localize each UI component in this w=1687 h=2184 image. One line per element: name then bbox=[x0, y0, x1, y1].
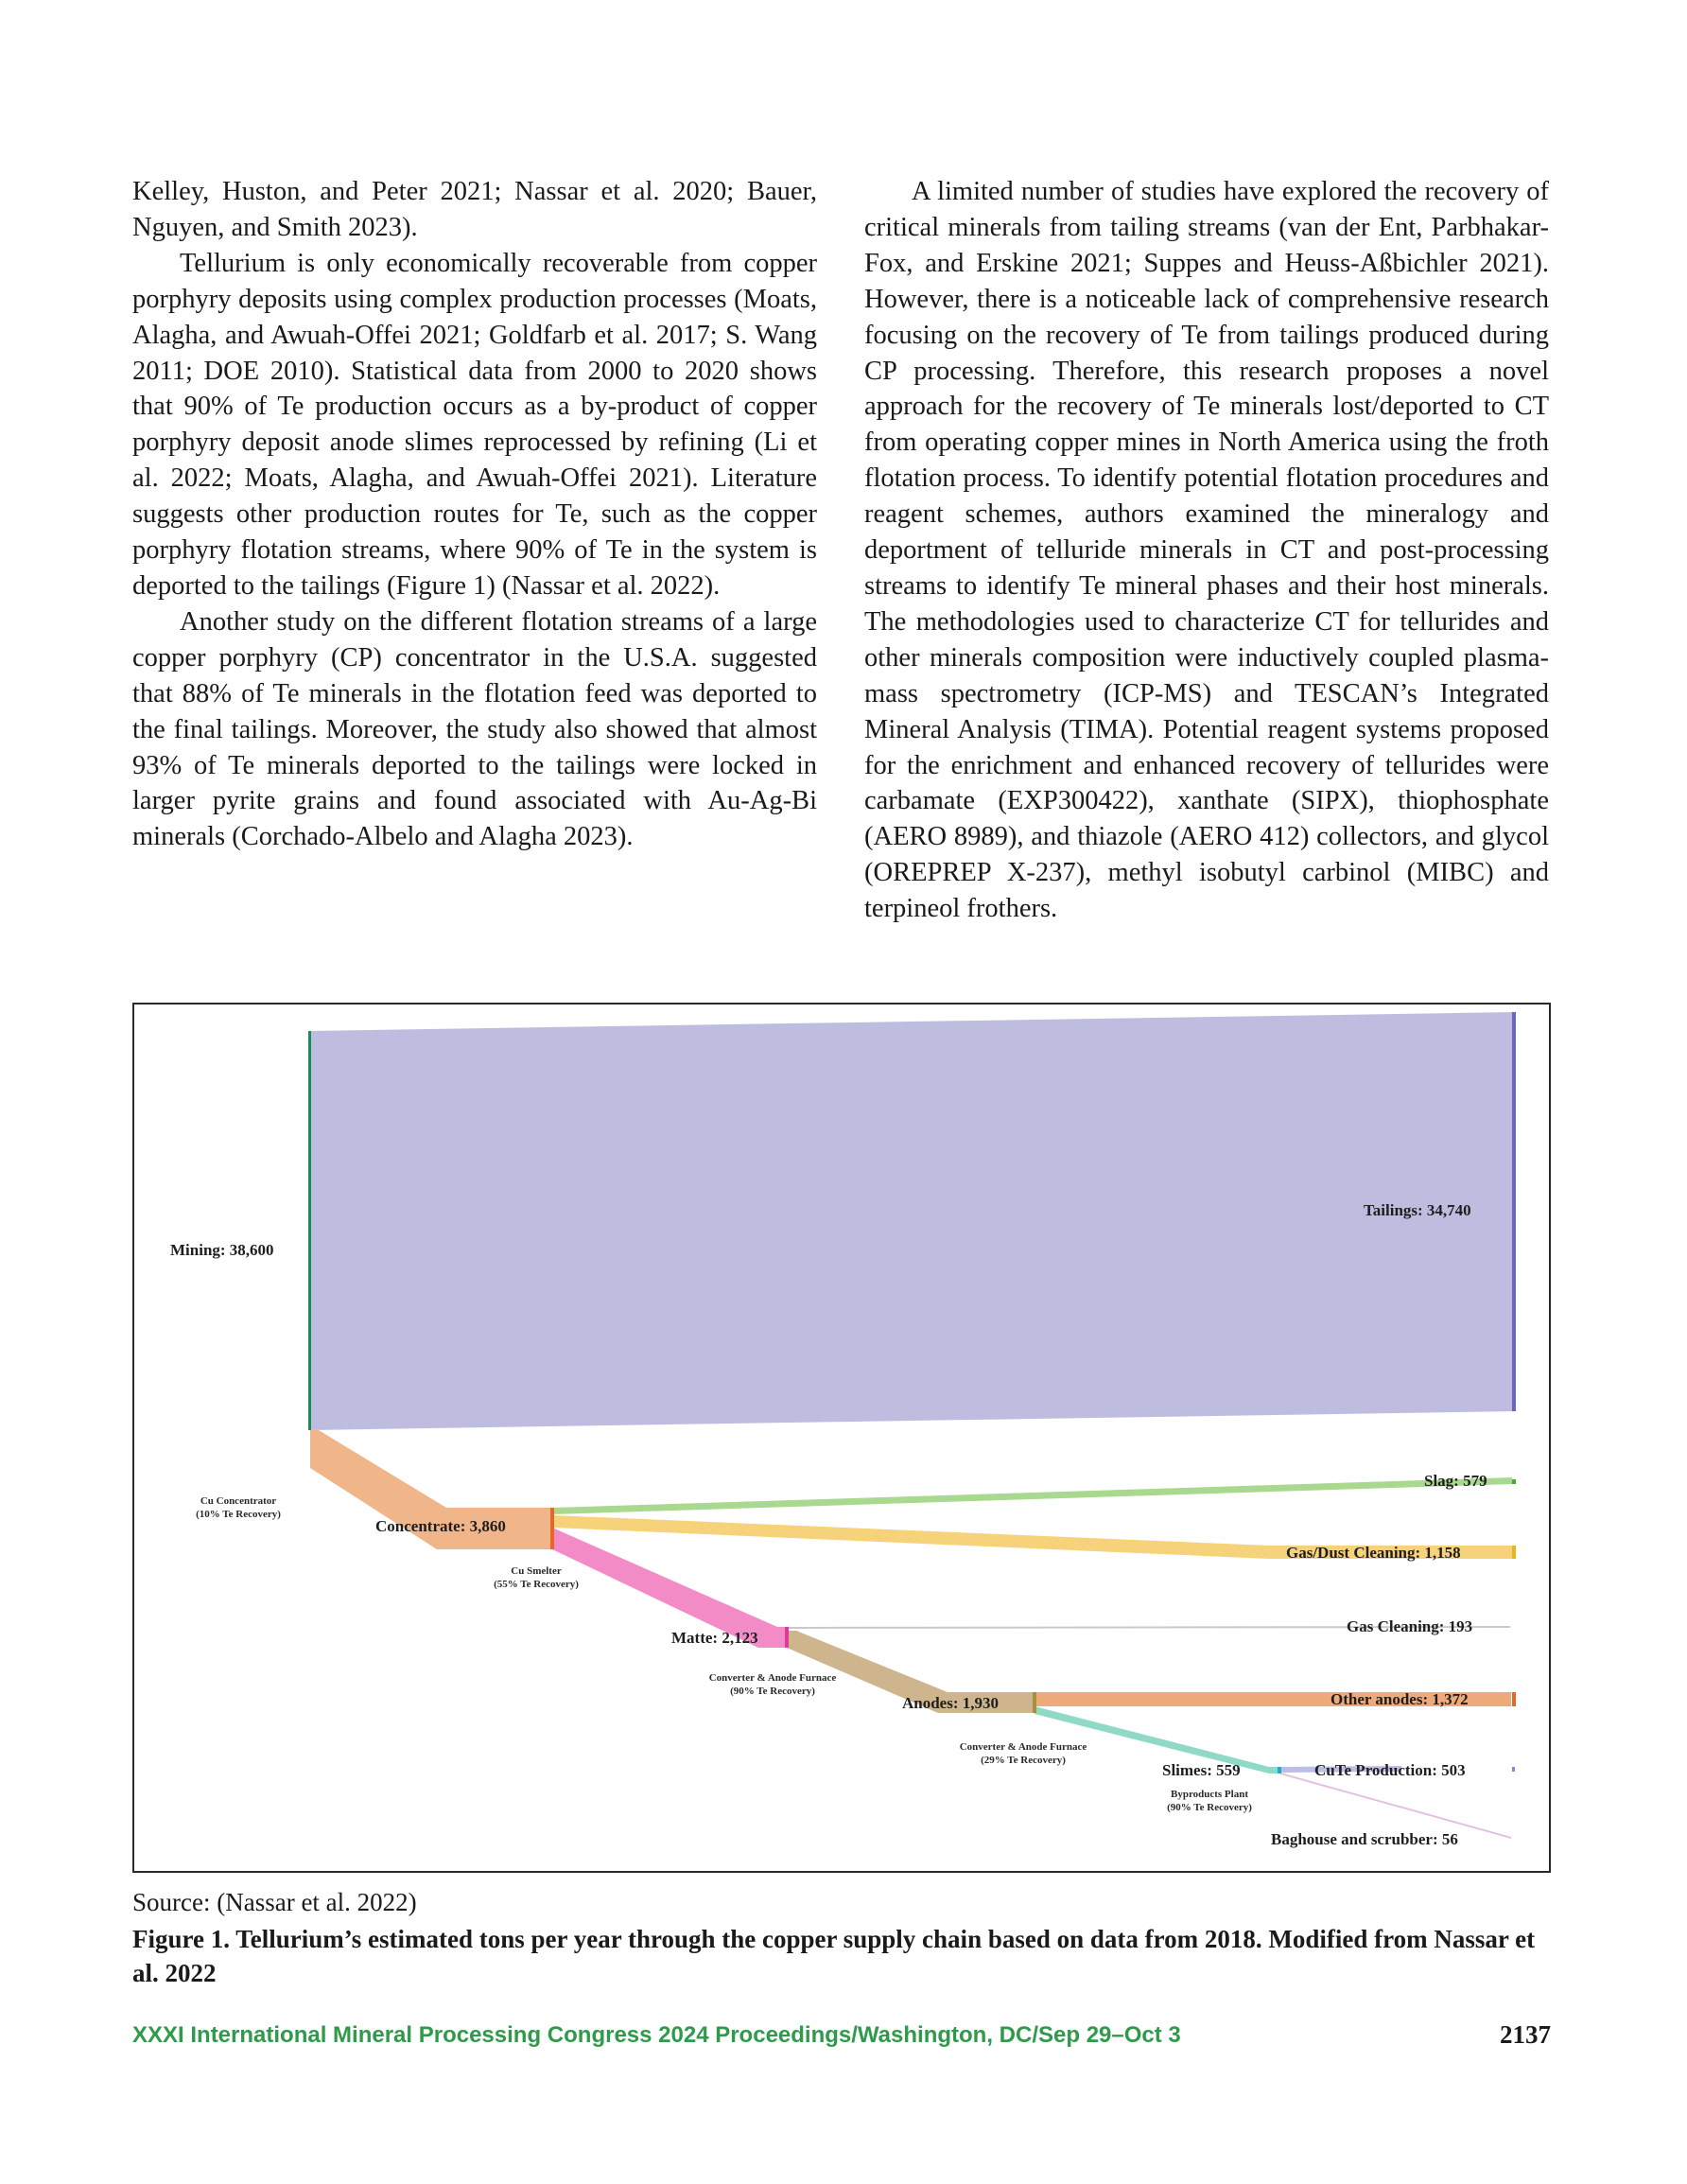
figure-caption: Figure 1. Tellurium’s estimated tons per year through the copper supply chain based on data from 2018. Modified from Nassar et al. 2022 bbox=[132, 1925, 1536, 1987]
stage-converter-1: Converter & Anode Furnace bbox=[708, 1672, 837, 1684]
label-slimes: Slimes: 559 bbox=[1162, 1761, 1241, 1779]
node-otheranodes-bar bbox=[1512, 1692, 1516, 1706]
node-concentrate-bar bbox=[550, 1508, 554, 1549]
node-slimes-bar bbox=[1278, 1767, 1281, 1773]
label-gascleaning: Gas Cleaning: 193 bbox=[1347, 1617, 1473, 1635]
figure-source: Source: (Nassar et al. 2022) bbox=[132, 1888, 417, 1916]
label-matte: Matte: 2,123 bbox=[671, 1629, 758, 1647]
label-concentrate: Concentrate: 3,860 bbox=[375, 1517, 506, 1535]
label-mining: Mining: 38,600 bbox=[170, 1241, 274, 1259]
stage-concentrator-recovery: (10% Te Recovery) bbox=[196, 1509, 281, 1520]
stage-converter-2-recovery: (29% Te Recovery) bbox=[981, 1755, 1066, 1766]
node-slag-bar bbox=[1512, 1479, 1516, 1484]
stage-byproducts-recovery: (90% Te Recovery) bbox=[1167, 1802, 1252, 1813]
flow-mining-tailings bbox=[310, 1012, 1515, 1430]
label-tailings: Tailings: 34,740 bbox=[1364, 1201, 1471, 1219]
label-baghouse: Baghouse and scrubber: 56 bbox=[1271, 1830, 1458, 1848]
body-paragraph: Kelley, Huston, and Peter 2021; Nassar et al. 2020; Bauer, Nguyen, and Smith 2023). bbox=[132, 177, 817, 242]
footer-conference: XXXI International Mineral Processing Congress 2024 Proceedings/Washington, DC/Sep 29–Oct 3 bbox=[132, 2022, 1181, 2048]
stage-concentrator: Cu Concentrator bbox=[200, 1495, 277, 1507]
stage-byproducts: Byproducts Plant bbox=[1170, 1789, 1249, 1800]
label-otheranodes: Other anodes: 1,372 bbox=[1330, 1690, 1469, 1708]
node-matte-bar bbox=[785, 1627, 789, 1648]
page-footer bbox=[132, 2022, 1551, 2049]
body-paragraph: A limited number of studies have explored the recovery of critical minerals from tailing streams (van der Ent, Parbhakar-Fox, and Erskine 2021; Suppes and Heuss-Aßbichler 2021). However, there is a noticeable lack of comprehensive research focusing on the recovery of Te from tailings produced during CP processing. Therefore, this research proposes a novel approach for the recovery of Te minerals lost/deported to CT from operating copper mines in North America using the froth flotation process. To identify potential flotation procedures and reagent schemes, authors examined the mineralogy and deportment of telluride minerals in CT and post-processing streams to identify Te mineral phases and their host minerals. The methodologies used to characterize CT for tellurides and other minerals composition were inductively coupled plasma-mass spectrometry (ICP-MS) and TESCAN’s Integrated Mineral Analysis (TIMA). Potential reagent systems proposed for the enrichment and enhanced recovery of tellurides were carbamate (EXP300422), xanthate (SIPX), thiophosphate (AERO 8989), and thiazole (AERO 412) collectors, and glycol (OREPREP X-237), methyl isobutyl carbinol (MIBC) and terpineol frothers. bbox=[864, 177, 1549, 924]
sankey-svg bbox=[134, 1005, 1549, 1871]
figure-sankey-diagram bbox=[132, 1003, 1551, 1873]
flow-anodes-slimes bbox=[1035, 1706, 1278, 1773]
body-paragraph: Another study on the different flotation streams of a large copper porphyry (CP) concentrator in the U.S.A. suggested that 88% of Te minerals in the flotation feed was deported to the final tailings. Moreover, the study also showed that almost 93% of Te minerals deported to the tailings were locked in larger pyrite grains and found associated with Au-Ag-Bi minerals (Corchado-Albelo and Alagha 2023). bbox=[132, 606, 817, 852]
label-gasdust: Gas/Dust Cleaning: 1,158 bbox=[1286, 1544, 1461, 1562]
left-column bbox=[132, 174, 817, 855]
stage-smelter-recovery: (55% Te Recovery) bbox=[494, 1579, 579, 1590]
right-column bbox=[864, 174, 1549, 927]
node-tailings-bar bbox=[1512, 1012, 1516, 1411]
stage-converter-1-recovery: (90% Te Recovery) bbox=[730, 1686, 815, 1697]
body-paragraph: Tellurium is only economically recoverable from copper porphyry deposits using complex production processes (Moats, Alagha, and Awuah-Offei 2021; Goldfarb et al. 2017; S. Wang 2011; DOE 2010). Statistical data from 2000 to 2020 shows that 90% of Te production occurs as a by-product of copper porphyry deposit anode slimes reprocessed by refining (Li et al. 2022; Moats, Alagha, and Awuah-Offei 2021). Literature suggests other production routes for Te, such as the copper porphyry flotation streams, where 90% of Te in the system is deported to the tailings (Figure 1) (Nassar et al. 2022). bbox=[132, 248, 817, 601]
stage-smelter: Cu Smelter bbox=[511, 1565, 562, 1577]
node-mining-bar bbox=[308, 1031, 311, 1430]
node-anodes-bar bbox=[1033, 1692, 1036, 1713]
node-cute-bar bbox=[1512, 1767, 1515, 1772]
label-slag: Slag: 579 bbox=[1424, 1472, 1487, 1490]
page-number: 2137 bbox=[1500, 2020, 1551, 2049]
flow-slimes-baghouse bbox=[1280, 1773, 1511, 1839]
label-anodes: Anodes: 1,930 bbox=[902, 1694, 1000, 1712]
label-cute: CuTe Production: 503 bbox=[1314, 1761, 1466, 1779]
flow-concentrate-slag bbox=[552, 1477, 1512, 1514]
node-gasdust-bar bbox=[1512, 1546, 1516, 1559]
stage-converter-2: Converter & Anode Furnace bbox=[959, 1741, 1087, 1753]
